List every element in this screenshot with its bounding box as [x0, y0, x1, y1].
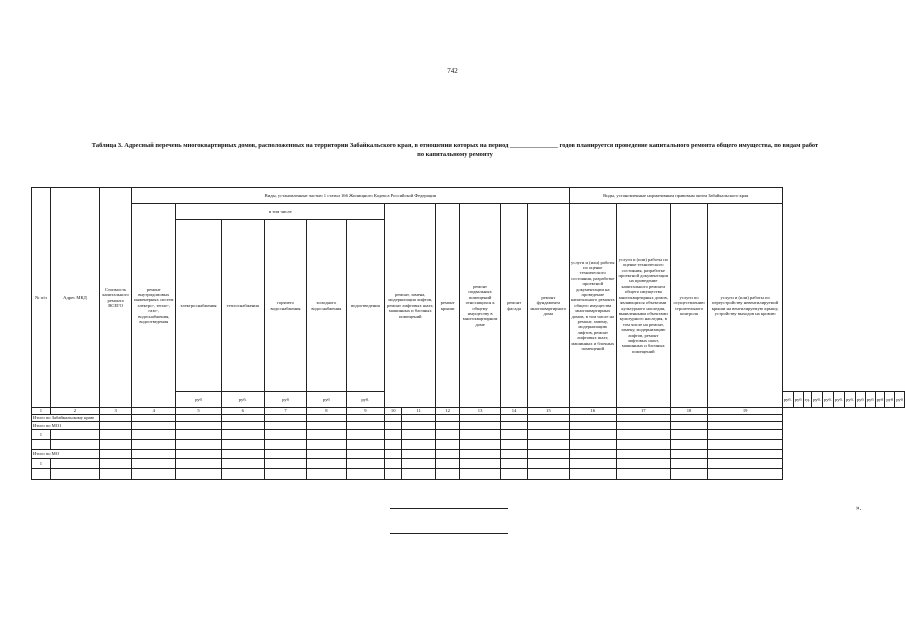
header-heat: теплоснабжения — [221, 220, 264, 392]
header-col19: услуги и (или) работы по переустройству невентилируемой крыши на вентилируемую крышу, устройству выходов на кровлю — [708, 204, 782, 408]
unit-cell: руб. — [812, 392, 823, 408]
signature-line — [390, 508, 508, 509]
unit-cell: руб. — [844, 392, 855, 408]
header-group-regional: Виды, установленные нормативным правовым актом Забайкальского края — [569, 188, 782, 204]
header-col17: услуги и (или) работы по оценке технического состояния, разработке проектной документации на проведение капитального ремонта общего имущества многоквартирных домов, являющихся объектами культурного наследия, выявленными объектами культурного наследия, в том числе на ремонт, замену, модернизацию лифтов, ремонт лифтовых шахт, машинных и блочных помещений — [616, 204, 670, 408]
header-group-federal: Виды, установленные частью 1 статьи 166 Жилищного Кодекса Российской Федерации — [132, 188, 569, 204]
column-number: 13 — [460, 408, 501, 415]
header-address: Адрес МКД — [50, 188, 99, 408]
column-number: 12 — [436, 408, 460, 415]
column-number: 8 — [307, 408, 346, 415]
column-number: 4 — [132, 408, 176, 415]
signature-line — [390, 533, 508, 534]
header-facade: ремонт фасада — [501, 204, 528, 408]
row-number: 1 — [32, 459, 51, 469]
unit-cell: руб — [855, 392, 865, 408]
unit-cell: руб. — [823, 392, 834, 408]
page-number: 742 — [447, 67, 458, 75]
unit-cell: руб. — [346, 392, 385, 408]
header-foundation: ремонт фундамента многоквартирного дома — [528, 204, 569, 408]
address-list-table — [31, 187, 905, 480]
column-number: 17 — [616, 408, 670, 415]
unit-cell: руб. — [221, 392, 264, 408]
unit-cell: руб — [307, 392, 346, 408]
column-number: 9 — [346, 408, 385, 415]
table-row — [32, 450, 905, 459]
unit-cell: руб — [793, 392, 803, 408]
table-row — [32, 469, 905, 480]
header-power: электроснабжения — [176, 220, 221, 392]
header-cost-total: Стоимость капитального ремонта ВСЕГО — [99, 188, 131, 408]
unit-cell: руб — [264, 392, 306, 408]
column-number: 14 — [501, 408, 528, 415]
unit-cell: руб — [875, 392, 885, 408]
header-in-that: в том числе — [176, 204, 385, 220]
table-row — [32, 415, 905, 422]
column-number: 1 — [32, 408, 51, 415]
unit-cell: руб — [865, 392, 875, 408]
row-label-total-mo: Итого по МО — [32, 450, 100, 459]
unit-cell: руб — [176, 392, 221, 408]
table-row — [32, 430, 905, 440]
column-number: 5 — [176, 408, 221, 415]
column-number: 11 — [402, 408, 436, 415]
column-number: 10 — [385, 408, 402, 415]
header-roof: ремонт крыши — [436, 204, 460, 408]
table-row — [32, 459, 905, 469]
header-col16: услуги и (или) работы по оценке технического состояния, разработке проектной документации на проведение капитального ремонта общего имущества многоквартирных домов, в том числе на ремонт, замену, модернизацию лифтов, ремонт лифтовых шахт, машинных и блочных помещений — [569, 204, 616, 408]
column-number: 7 — [264, 408, 306, 415]
column-number: 3 — [99, 408, 131, 415]
header-col18: услуги по осуществлению строительного контроля — [670, 204, 708, 408]
table-title-line2: по капитальному ремонту — [417, 151, 493, 158]
row-label-total-mo1: Итого по МО1 — [32, 422, 100, 430]
column-number: 18 — [670, 408, 708, 415]
header-internal-systems: ремонт внутридомовых инженерных систем электро-, тепло-, газо-, водоснабжения, водоотведения — [132, 204, 176, 408]
header-sewer: водоотведения — [346, 220, 385, 392]
header-cold-water: холодного водоснабжения — [307, 220, 346, 392]
table-title-line1: Таблица 3. Адресный перечень многоквартирных домов, расположенных на территории Забайкальского края, в отношении которых на период _______________ годов планируется проведение капитального ремонта общего имущества, по видам работ — [91, 142, 819, 149]
header-num: № п/п — [32, 188, 51, 408]
header-elevators: ремонт, замена, модернизация лифтов, ремонт лифтовых шахт, машинных и блочных помещений — [385, 204, 436, 408]
footer-mark: ». — [856, 504, 862, 512]
row-label-total-region: Итого по Забайкальскому краю — [32, 415, 100, 422]
header-hot-water: горячего водоснабжения — [264, 220, 306, 392]
header-basements: ремонт подвальных помещений относящихся к общему имуществу в многоквартирном доме — [460, 204, 501, 408]
column-number: 19 — [708, 408, 782, 415]
column-number: 15 — [528, 408, 569, 415]
table-title — [30, 141, 880, 159]
table-row — [32, 440, 905, 450]
unit-cell: руб. — [834, 392, 845, 408]
column-number: 2 — [50, 408, 99, 415]
table-row — [32, 422, 905, 430]
row-number: 1 — [32, 430, 51, 440]
unit-cell: руб — [885, 392, 895, 408]
unit-cell: ед. — [803, 392, 811, 408]
unit-cell: руб. — [782, 392, 793, 408]
unit-cell: руб — [895, 392, 905, 408]
column-number-row — [32, 408, 905, 415]
column-number: 16 — [569, 408, 616, 415]
column-number: 6 — [221, 408, 264, 415]
